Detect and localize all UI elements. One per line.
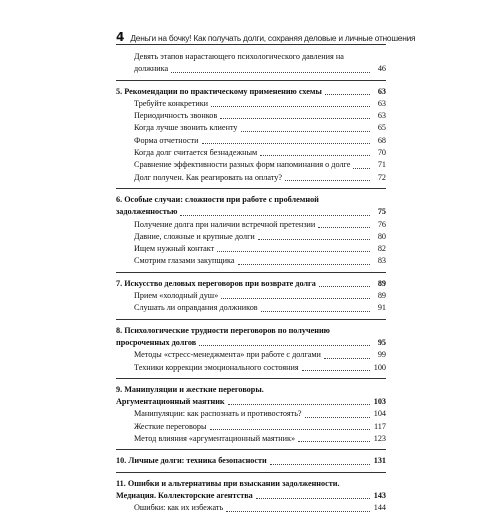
dot-leader — [324, 358, 370, 359]
dot-leader — [318, 227, 370, 228]
dot-leader — [258, 239, 370, 240]
toc-chapter-title: 7. Искусство деловых переговоров при возврате долга — [116, 278, 316, 288]
dot-leader — [171, 72, 370, 73]
dot-leader — [256, 498, 370, 499]
toc-entry-page: 82 — [377, 244, 386, 254]
toc-chapter-page: 103 — [373, 397, 386, 407]
toc-chapter-title-line: 8. Психологические трудности переговоров по получению — [116, 325, 330, 335]
dot-leader — [228, 404, 370, 405]
toc-entry-page: 70 — [377, 148, 386, 158]
toc-entry-label: Смотрим глазами закупщика — [134, 256, 235, 266]
toc-entry-page: 123 — [373, 434, 386, 444]
toc-entry-page: 68 — [377, 135, 386, 145]
toc-entry-label: Когда долг считается безнадежным — [134, 148, 258, 158]
toc-entry-label: Ищем нужный контакт — [134, 244, 215, 254]
table-of-contents — [116, 51, 386, 515]
toc-chapter[interactable] — [116, 278, 386, 290]
running-title: Деньги на бочку! Как получать долги, сохраняя деловые и личные отношения — [130, 33, 416, 43]
toc-entry-label: Периодичность звонков — [134, 111, 218, 121]
toc-entry-page: 83 — [377, 256, 386, 266]
toc-chapter-title: 5. Рекомендации по практическому применению схемы — [116, 86, 322, 96]
toc-chapter[interactable] — [116, 206, 386, 218]
toc-entry-label: должника — [134, 64, 169, 74]
toc-entry-page: 117 — [374, 421, 386, 431]
toc-chapter-title-line: 9. Манипуляции и жесткие переговоры. — [116, 384, 264, 394]
toc-entry-label: Ошибки: как их избежать — [134, 503, 224, 513]
toc-entry[interactable] — [116, 502, 386, 514]
toc-chapter-title: задолженностью — [116, 207, 178, 217]
toc-entry-label: Давние, сложные и крупные долги — [134, 231, 255, 241]
section-divider — [116, 378, 386, 379]
toc-entry[interactable] — [116, 159, 386, 171]
toc-entry-label: Прием «холодный душ» — [134, 291, 219, 301]
section-divider — [116, 80, 386, 81]
toc-entry-label: Техники коррекции эмоционального состояния — [134, 362, 299, 372]
section-divider — [116, 472, 386, 473]
toc-chapter[interactable] — [116, 455, 386, 467]
toc-entry-label: Жесткие переговоры — [134, 421, 207, 431]
dot-leader — [353, 168, 370, 169]
toc-entry-page: 71 — [377, 160, 386, 170]
page-header — [116, 29, 416, 45]
toc-entry[interactable] — [116, 147, 386, 159]
dot-leader — [270, 464, 370, 465]
dot-leader — [202, 143, 370, 144]
toc-chapter-title: Аргументационный маятник — [116, 397, 225, 407]
dot-leader — [226, 511, 370, 512]
toc-entry-page: 91 — [377, 303, 386, 313]
toc-chapter[interactable] — [116, 490, 386, 502]
toc-chapter-title: 10. Личные долги: техника безопасности — [116, 456, 267, 466]
toc-chapter-title-line: 6. Особые случаи: сложности при работе с проблемной — [116, 194, 319, 204]
toc-entry[interactable] — [116, 243, 386, 255]
toc-entry[interactable] — [116, 349, 386, 361]
dot-leader — [302, 370, 370, 371]
toc-entry[interactable] — [116, 219, 386, 231]
toc-entry-page: 65 — [377, 123, 386, 133]
toc-chapter-title: Медиация. Коллекторские агентства — [116, 490, 253, 500]
toc-entry-label: Методы «стресс-менеджмента» при работе с долгами — [134, 350, 321, 360]
page-number: 4 — [116, 30, 125, 44]
toc-entry[interactable] — [116, 98, 386, 110]
toc-entry[interactable] — [116, 231, 386, 243]
dot-leader — [238, 264, 370, 265]
toc-chapter[interactable] — [116, 86, 386, 98]
dot-leader — [220, 118, 370, 119]
toc-entry[interactable] — [116, 255, 386, 267]
dot-leader — [325, 94, 370, 95]
dot-leader — [221, 298, 370, 299]
section-divider — [116, 449, 386, 450]
toc-entry-page: 63 — [377, 111, 386, 121]
toc-entry[interactable] — [116, 172, 386, 184]
toc-chapter-title: просроченных долгов — [116, 337, 197, 347]
toc-entry[interactable] — [116, 433, 386, 445]
toc-chapter-title-line: 11. Ошибки и альтернативы при взыскании задолженности. — [116, 478, 340, 488]
toc-entry-page: 46 — [377, 64, 386, 74]
toc-entry-page: 99 — [377, 350, 386, 360]
toc-chapter-page: 95 — [377, 337, 386, 347]
toc-entry-label: Получение долга при наличии встречной претензии — [134, 219, 316, 229]
toc-entry-page: 80 — [377, 231, 386, 241]
dot-leader — [305, 417, 370, 418]
toc-entry-label: Форма отчетности — [134, 135, 199, 145]
toc-entry-label: Метод влияния «аргументационный маятник» — [134, 434, 296, 444]
toc-chapter-page: 131 — [373, 456, 386, 466]
section-divider — [116, 272, 386, 273]
toc-entry-page: 104 — [373, 409, 386, 419]
dot-leader — [210, 429, 371, 430]
toc-entry[interactable] — [116, 122, 386, 134]
toc-entry-label: Манипуляции: как распознать и противостоять? — [134, 409, 302, 419]
toc-chapter-page: 75 — [377, 207, 386, 217]
dot-leader — [285, 180, 370, 181]
dot-leader — [211, 106, 370, 107]
dot-leader — [298, 441, 370, 442]
toc-chapter-page: 89 — [377, 278, 386, 288]
toc-entry-page: 72 — [377, 172, 386, 182]
toc-entry[interactable] — [116, 408, 386, 420]
dot-leader — [199, 345, 370, 346]
section-divider — [116, 188, 386, 189]
toc-entry[interactable] — [116, 63, 386, 75]
section-divider — [116, 319, 386, 320]
toc-entry[interactable] — [116, 135, 386, 147]
toc-chapter-page: 63 — [377, 86, 386, 96]
toc-entry-label: Требуйте конкретики — [134, 98, 209, 108]
toc-entry-page: 63 — [377, 98, 386, 108]
toc-entry-page: 100 — [373, 362, 386, 372]
toc-entry[interactable] — [116, 110, 386, 122]
toc-entry[interactable] — [116, 302, 386, 314]
toc-entry-page: 89 — [377, 291, 386, 301]
dot-leader — [180, 215, 370, 216]
toc-entry-label: Сравнение эффективности разных форм напоминания о долге — [134, 160, 351, 170]
toc-entry-page: 76 — [377, 219, 386, 229]
toc-chapter-page: 143 — [373, 490, 386, 500]
toc-entry-label: Когда лучше звонить клиенту — [134, 123, 238, 133]
toc-entry[interactable] — [116, 290, 386, 302]
dot-leader — [241, 131, 370, 132]
dot-leader — [217, 251, 370, 252]
toc-entry[interactable] — [116, 362, 386, 374]
toc-chapter[interactable] — [116, 337, 386, 349]
toc-entry-label: Слушать ли оправдания должников — [134, 303, 258, 313]
dot-leader — [319, 286, 370, 287]
toc-chapter[interactable] — [116, 396, 386, 408]
dot-leader — [260, 155, 370, 156]
toc-entry-line: Девять этапов нарастающего психологического давления на — [134, 52, 344, 61]
toc-entry[interactable] — [116, 421, 386, 433]
dot-leader — [261, 311, 370, 312]
toc-entry-page: 144 — [373, 503, 386, 513]
toc-entry-label: Долг получен. Как реагировать на оплату? — [134, 172, 283, 182]
